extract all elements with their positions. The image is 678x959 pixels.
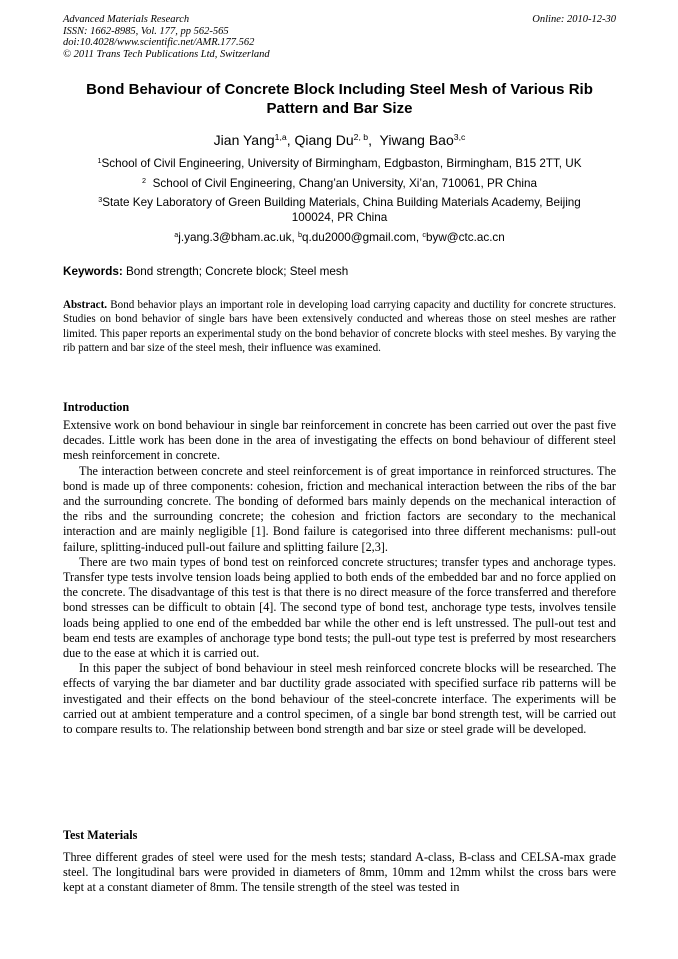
email-superscript: b [297,230,303,240]
section-heading: Test Materials [63,828,138,842]
paragraph: Extensive work on bond behaviour in single bar reinforcement in concrete has been carried out over the past five decades. Little work has been done in the area of investigating the effects on bond behaviour of different steel mesh reinforcement in concrete. [63,418,616,463]
abstract-label: Abstract. [63,299,108,311]
email-line [63,230,616,245]
paragraph: In this paper the subject of bond behaviour in steel mesh reinforced concrete blocks will be researched. The effects of varying the bar diameter and bar ductility grade associated with specified surface rib patterns will be investigated and their effects on the bond behaviour of the steel-concrete interface. The experiments will be carried out at ambient temperature and a control specimen, of a single bar bond strength test, will be carried out to compare results to. The relationship between bond strength and bar size or steel grade will be developed. [63,661,616,737]
keywords [63,264,616,279]
keywords-label: Keywords: [63,265,123,278]
title-line: Bond Behaviour of Concrete Block Including Steel Mesh of Various Rib [86,81,593,98]
journal-name: Advanced Materials Research [63,14,190,25]
keywords-text: Bond strength; Concrete block; Steel mesh [122,265,349,278]
author-separator: , [286,132,295,148]
paragraph: There are two main types of bond test on reinforced concrete structures; transfer types and anchorage types. Transfer type tests involve tension loads being applied to both ends of the embedded bar and no force applied on the concrete. The disadvantage of this test is that there is no direct measure of the force transferred and therefore bond stresses can be difficult to obtain [4]. The second type of bond test, anchorage type tests, involves tensile loads being applied to one end of the embedded bar while the other end is left unstressed. The pull-out test and beam end tests are examples of anchorage type bond tests; the pull-out type test is preferred by most researchers due to the ease at which it is carried out. [63,554,616,661]
copyright-line: © 2011 Trans Tech Publications Ltd, Switzerland [63,48,270,60]
affiliation-text: School of Civil Engineering, Chang’an University, Xi’an, 710061, PR China [152,177,537,190]
section-body [63,418,616,737]
affiliation-3 [78,195,601,225]
email-superscript: c [422,230,427,240]
section-heading: Introduction [63,400,130,414]
paper-title [63,80,616,118]
author-name: Yiwang Bao [379,132,454,148]
affiliation-2 [63,176,616,191]
email-text: j.yang.3@bham.ac.uk, [178,231,298,244]
email-text: q.du2000@gmail.com, [302,231,423,244]
online-date: Online: 2010-12-30 [532,14,616,25]
title-line: Pattern and Bar Size [266,100,413,117]
affiliation-superscript: 1 [97,156,102,166]
author-superscript: 1,a [274,132,287,143]
email-text: byw@ctc.ac.cn [426,231,505,244]
abstract [63,298,616,355]
paragraph: Three different grades of steel were used for the mesh tests; standard A-class, B-class and CELSA-max grade steel. The longitudinal bars were provided in diameters of 8mm, 10mm and 12mm whilst the cross bars were kept at a constant diameter of 8mm. The tensile strength of the steel was tested in [63,850,616,895]
affiliation-text: School of Civil Engineering, University of Birmingham, Edgbaston, Birmingham, B15 2TT, UK [101,157,582,170]
running-header [63,14,616,60]
issn-line: ISSN: 1662-8985, Vol. 177, pp 562-565 [63,25,229,37]
author-name: Jian Yang [213,132,275,148]
affiliation-text: State Key Laboratory of Green Building Materials, China Building Materials Academy, Beijing 100024, PR China [102,196,581,224]
affiliation-1 [63,156,616,171]
email-superscript: a [174,230,179,240]
doi-line: doi:10.4028/www.scientific.net/AMR.177.562 [63,37,255,48]
abstract-text: Bond behavior plays an important role in developing load carrying capacity and ductility for concrete structures. Studies on bond behavior of single bars have been extensively conducted and whereas those on steel meshes are rather limited. This paper reports an experimental study on the bond behavior of concrete blocks with steel meshes. By varying the rib pattern and bar size of the steel mesh, their influence was examined. [63,299,616,354]
author-list [63,131,616,149]
author-superscript: 2, b [353,132,369,143]
author-separator: , [368,132,380,148]
affiliation-superscript: 2 [142,176,147,186]
author-name: Qiang Du [294,132,354,148]
paragraph: The interaction between concrete and steel reinforcement is of great importance in reinforced structures. The bond is made up of three components: cohesion, friction and mechanical interaction between the ribs of the bar and the surrounding concrete. The bonding of deformed bars mainly depends on the mechanical interaction of the ribs and the surrounding concrete; the cohesion and friction factors are secondary to the mechanical interaction and are mainly negligible [1]. Bond failure is categorised into three different mechanisms: pull-out failure, splitting-induced pull-out failure and splitting failure [2,3]. [63,463,616,554]
section-body [63,850,616,896]
affiliation-superscript: 3 [98,195,103,205]
author-superscript: 3,c [453,132,466,143]
